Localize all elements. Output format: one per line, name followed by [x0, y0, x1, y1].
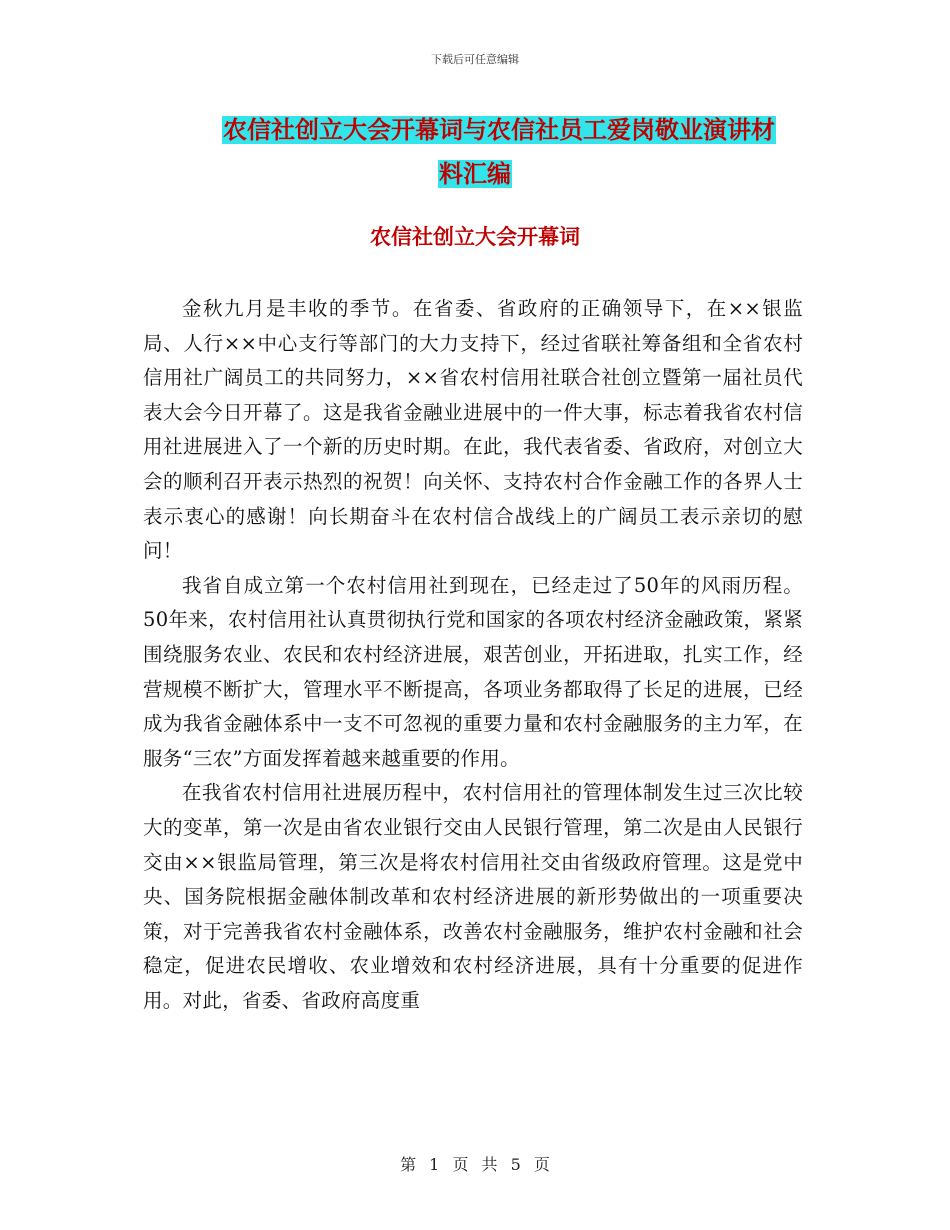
document-title-line-2: [0, 158, 950, 190]
document-body: [143, 292, 803, 1018]
paragraph-3: 在我省农村信用社进展历程中，农村信用社的管理体制发生过三次比较大的变革，第一次是由省农业银行交由人民银行管理，第二次是由人民银行交由××银监局管理，第三次是将农村信用社交由省级政府管理。这是党中央、国务院根据金融体制改革和农村经济进展的新形势做出的一项重要决策，对于完善我省农村金融体系，改善农村金融服务，维护农村金融和社会稳定，促进农民增收、农业增效和农村经济进展，具有十分重要的促进作用。对此，省委、省政府高度重: [143, 781, 803, 1012]
page-number-footer: 第 1 页 共 5 页: [400, 1155, 550, 1174]
paragraph-1: 金秋九月是丰收的季节。在省委、省政府的正确领导下，在××银监局、人行××中心支行等部门的大力支持下，经过省联社筹备组和全省农村信用社广阔员工的共同努力，××省农村信用社联合社创立暨第一届社员代表大会今日开幕了。这是我省金融业进展中的一件大事，标志着我省农村信用社进展进入了一个新的历史时期。在此，我代表省委、省政府，对创立大会的顺利召开表示热烈的祝贺！向关怀、支持农村合作金融工作的各界人士表示衷心的感谢！向长期奋斗在农村信合战线上的广阔员工表示亲切的慰问！: [143, 297, 803, 563]
paragraph-2: 我省自成立第一个农村信用社到现在，已经走过了50年的风雨历程。50年来，农村信用社认真贯彻执行党和国家的各项农村经济金融政策，紧紧围绕服务农业、农民和农村经济进展，艰苦创业，开拓进取，扎实工作，经营规模不断扩大，管理水平不断提高，各项业务都取得了长足的进展，已经成为我省金融体系中一支不可忽视的重要力量和农村金融服务的主力军，在服务“三农”方面发挥着越来越重要的作用。: [143, 573, 803, 770]
page-header-note: 下载后可任意编辑: [431, 53, 519, 66]
document-title-text-2: 料汇编: [439, 160, 511, 188]
document-title-line-1: [0, 114, 950, 146]
document-title-text-1: 农信社创立大会开幕词与农信社员工爱岗敬业演讲材: [223, 116, 775, 144]
section-title: 农信社创立大会开幕词: [370, 225, 580, 249]
